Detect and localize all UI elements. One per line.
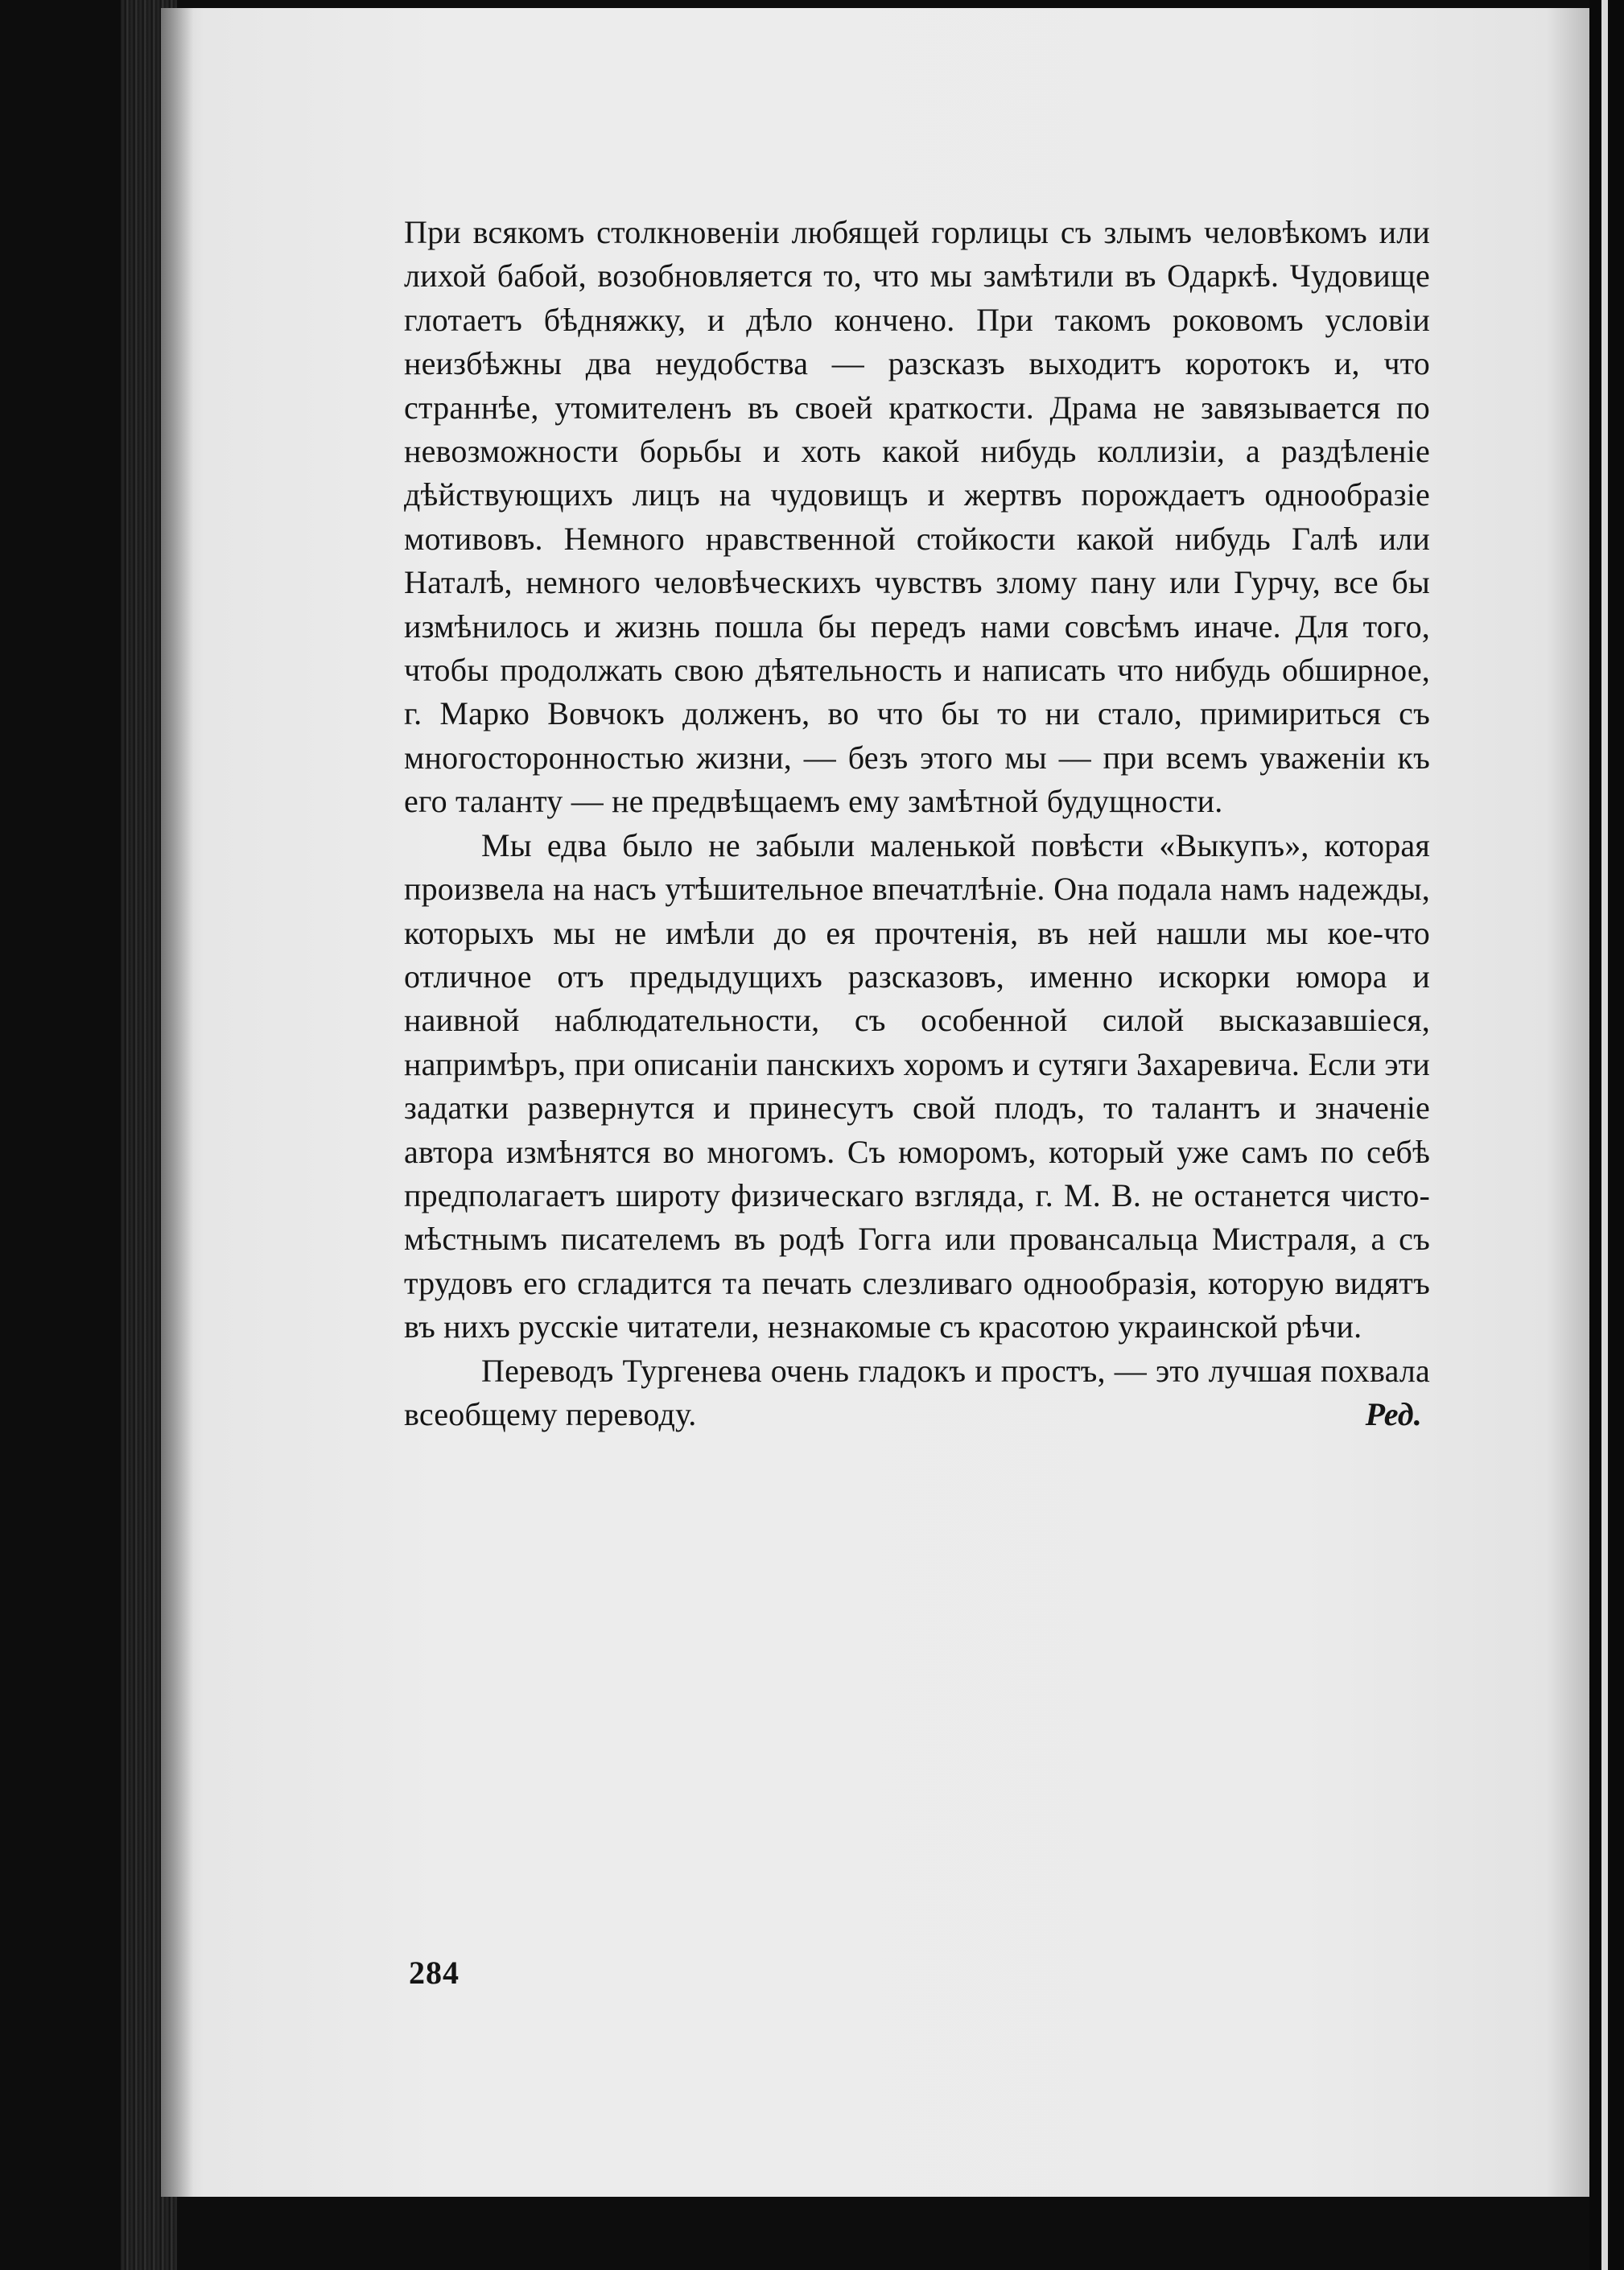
editor-signature: Ред. — [1365, 1395, 1422, 1432]
paragraph-3-text: Переводъ Тургенева очень гладокъ и простъ, — это лучшая похвала всеобщему переводу. — [404, 1352, 1430, 1432]
page-number: 284 — [409, 1955, 460, 1991]
page-fold-shadow — [161, 8, 193, 2197]
paragraph-3 — [404, 1349, 1430, 1437]
paragraph-2: Мы едва было не забыли маленькой повѣсти «Выкупъ», которая произвела на насъ утѣшительное впечатлѣніе. Она подала намъ надежды, которыхъ мы не имѣли до ея прочтенія, въ ней нашли мы кое-что отличное отъ предыдущихъ разсказовъ, именно искорки юмора и наивной наблюдательности, съ особенной силой высказавшіеся, напримѣръ, при описаніи панскихъ хоромъ и сутяги Захаревича. Если эти задатки развернутся и принесутъ свой плодъ, то талантъ и значеніе автора измѣнятся во многомъ. Съ юморомъ, который уже самъ по себѣ предполагаетъ широту физическаго взгляда, г. М. В. не останется чисто-мѣстнымъ писателемъ въ родѣ Гогга или провансальца Мистраля, а съ трудовъ его сгладится та печать слезливаго однообразія, которую видятъ въ нихъ русскіе читатели, незнакомые съ красотою украинской рѣчи. — [404, 826, 1430, 1345]
paragraph-1: При всякомъ столкновеніи любящей горлицы съ злымъ человѣкомъ или лихой бабой, возобновляется то, что мы замѣтили въ Одаркѣ. Чудовище глотаетъ бѣдняжку, и дѣло кончено. При такомъ роковомъ условіи неизбѣжны два неудобства — разсказъ выходитъ коротокъ и, что страннѣе, утомителенъ въ своей краткости. Драма не завязывается по невозможности борьбы и хоть какой нибудь коллизіи, а раздѣленіе дѣйствующихъ лицъ на чудовищъ и жертвъ порождаетъ однообразіе мотивовъ. Немного нравственной стойкости какой нибудь Галѣ или Наталѣ, немного человѣческихъ чувствъ злому пану или Гурчу, все бы измѣнилось и жизнь пошла бы передъ нами совсѣмъ иначе. Для того, чтобы продолжать свою дѣятельность и написать что нибудь обширное, г. Марко Вовчокъ долженъ, во что бы то ни стало, примириться съ многосторонностью жизни, — безъ этого мы — при всемъ уваженіи къ его таланту — не предвѣщаемъ ему замѣтной будущности. — [404, 214, 1430, 820]
body-text — [404, 211, 1430, 1436]
next-page-sliver — [1601, 0, 1608, 2270]
